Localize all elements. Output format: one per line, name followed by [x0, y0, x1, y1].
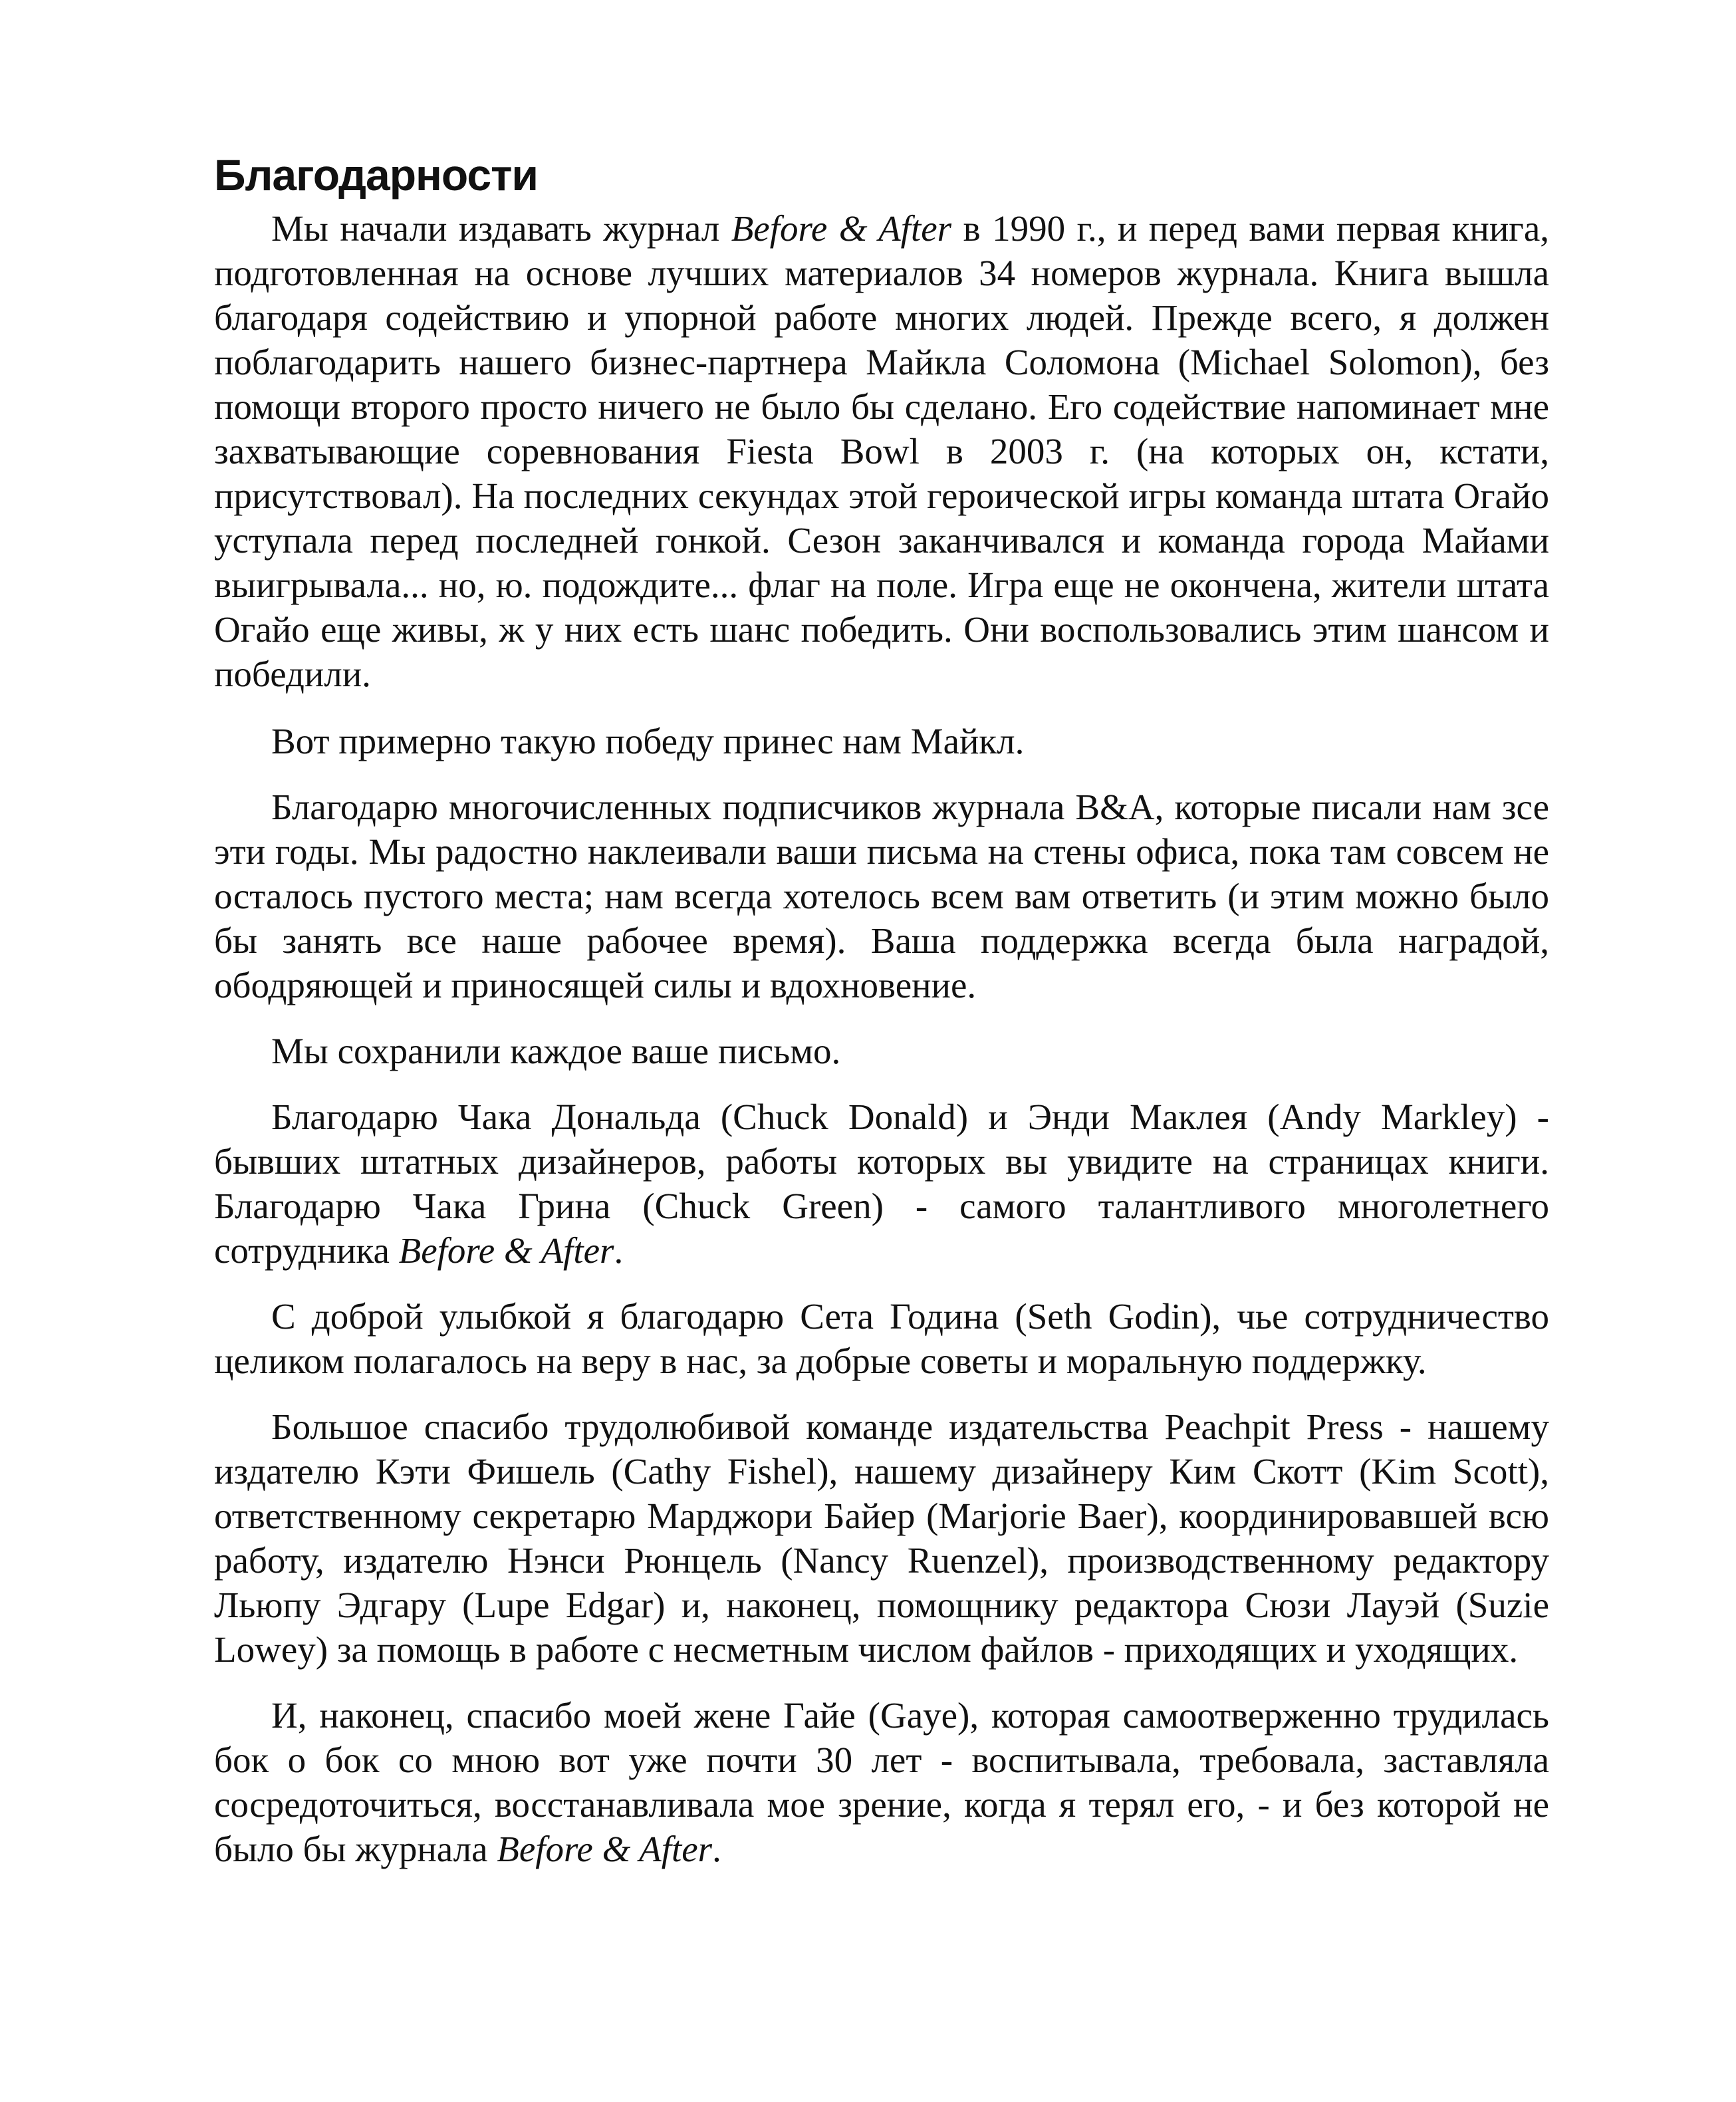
paragraph-designers-text-1: Благодарю Чака Дональда (Chuck Donald) и Энди Маклея (Andy Markley) - бывших штатных дизайнеров, работы которых вы увидите на страницах книги. Благодарю Чака Грина (Chuck Green) - самого талантливого многолетнего сотрудника — [214, 1097, 1549, 1271]
paragraph-letters: Мы сохранили каждое ваше письмо. — [271, 1031, 841, 1071]
paragraph-seth-godin: С доброй улыбкой я благодарю Сета Година (Seth Godin), чье сотрудничество целиком полагалось на веру в нас, за добрые советы и моральную поддержку. — [214, 1296, 1549, 1381]
magazine-name: Before & After — [497, 1829, 713, 1869]
paragraph-subscribers: Благодарю многочисленных подписчиков журнала B&A, которые писали нам зсе эти годы. Мы радостно наклеивали ваши письма на стены офиса, пока там совсем не осталось пустого места; нам всегда хотелось всем вам ответить (и этим можно было бы занять все наше рабочее время). Ваша поддержка всегда была наградой, ободряющей и приносящей силы и вдохновение. — [214, 787, 1549, 1005]
magazine-name: Before & After — [398, 1230, 614, 1271]
magazine-name: Before & After — [731, 208, 952, 249]
paragraph-wife — [214, 1693, 1549, 1871]
paragraph-victory: Вот примерно такую победу принес нам Майкл. — [271, 721, 1025, 761]
paragraph-intro-text-2: в 1990 г., и перед вами первая книга, подготовленная на основе лучших материалов 34 номеров журнала. Книга вышла благодаря содействию и упорной работе многих людей. Прежде всего, я должен поблагодарить нашего бизнес-партнера Майкла Соломона (Michael Solomon), без помощи второго просто ничего не было бы сделано. Его содействие напоминает мне захватывающие соревнования Fiesta Bowl в 2003 г. (на которых он, кстати, присутствовал). На последних секундах этой героической игры команда штата Огайо уступала перед последней гонкой. Сезон заканчивался и команда города Майами выигрывала... но, ю. подождите... флаг на поле. Игра еще не окончена, жители штата Огайо еще живы, ж у них есть шанс победить. Они воспользовались этим шансом и победили. — [214, 208, 1550, 694]
paragraph-designers-text-2: . — [614, 1230, 624, 1271]
paragraph-peachpit: Большое спасибо трудолюбивой команде издательства Peachpit Press - нашему издателю Кэти Фишель (Cathy Fishel), нашему дизайнеру Ким Скотт (Kim Scott), ответственному секретарю Марджори Байер (Marjorie Baer), координировавшей всю работу, издателю Нэнси Рюнцель (Nancy Ruenzel), производственному редактору Льюпу Эдгару (Lupe Edgar) и, наконец, помощнику редактора Сюзи Лауэй (Suzie Lowey) за помощь в работе с несметным числом файлов - приходящих и уходящих. — [214, 1406, 1549, 1670]
paragraph-intro-text-1: Мы начали издавать журнал — [271, 208, 731, 249]
paragraph-intro — [214, 206, 1549, 696]
paragraph-designers — [214, 1095, 1549, 1273]
page-title: Благодарности — [214, 150, 538, 199]
page-body — [214, 148, 1549, 1893]
paragraph-wife-text-1: И, наконец, спасибо моей жене Гайе (Gaye), которая самоотверженно трудилась бок о бок со мною вот уже почти 30 лет - воспитывала, требовала, заставляла сосредоточиться, восстанавливала мое зрение, когда я терял его, - и без которой не было бы журнала — [214, 1695, 1549, 1869]
paragraph-wife-text-2: . — [712, 1829, 721, 1869]
